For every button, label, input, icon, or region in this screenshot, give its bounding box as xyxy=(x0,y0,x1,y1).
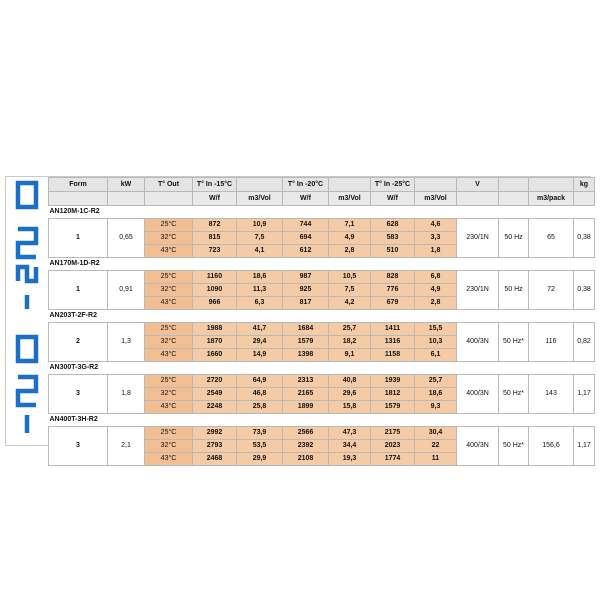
model-row-blank xyxy=(499,362,529,375)
model-row-blank xyxy=(283,310,329,323)
model-row-blank xyxy=(371,414,415,427)
model-row-blank xyxy=(237,362,283,375)
model-row-blank xyxy=(574,258,595,271)
voltage-value: 400/3N xyxy=(457,427,499,466)
col-blank-3 xyxy=(415,178,457,192)
tout-value: 43°C xyxy=(145,297,193,310)
model-row-blank xyxy=(529,310,574,323)
wf-25-value: 679 xyxy=(371,297,415,310)
model-row-blank xyxy=(371,310,415,323)
voltage-value: 400/3N xyxy=(457,375,499,414)
model-row-blank xyxy=(329,414,371,427)
col-t15: T° In -15°C xyxy=(193,178,237,192)
col-blank-4 xyxy=(499,178,529,192)
vol-15-value: 29,4 xyxy=(237,336,283,349)
wf-20-value: 1684 xyxy=(283,323,329,336)
vol-15-value: 14,9 xyxy=(237,349,283,362)
digit-two-top xyxy=(18,267,36,281)
table-row xyxy=(49,219,595,232)
vol-20-value: 2,8 xyxy=(329,245,371,258)
vol-15-value: 64,9 xyxy=(237,375,283,388)
col-form: Form xyxy=(49,178,108,192)
vol-20-value: 34,4 xyxy=(329,440,371,453)
wf-15-value: 2248 xyxy=(193,401,237,414)
kg-value: 0,38 xyxy=(574,271,595,310)
kg-value: 1,17 xyxy=(574,427,595,466)
pack-value: 72 xyxy=(529,271,574,310)
frequency-value: 50 Hz* xyxy=(499,375,529,414)
wf-15-value: 2549 xyxy=(193,388,237,401)
wf-25-value: 1158 xyxy=(371,349,415,362)
sub-wf-20: W/f xyxy=(283,192,329,206)
wf-15-value: 723 xyxy=(193,245,237,258)
wf-15-value: 1870 xyxy=(193,336,237,349)
vol-15-value: 73,9 xyxy=(237,427,283,440)
wf-25-value: 1316 xyxy=(371,336,415,349)
wf-25-value: 1411 xyxy=(371,323,415,336)
model-row-blank xyxy=(529,258,574,271)
form-value: 3 xyxy=(49,375,108,414)
wf-20-value: 2165 xyxy=(283,388,329,401)
sub-pack: m3/pack xyxy=(529,192,574,206)
vol-25-value: 6,1 xyxy=(415,349,457,362)
frequency-value: 50 Hz xyxy=(499,219,529,258)
model-row-blank xyxy=(499,310,529,323)
frequency-value: 50 Hz xyxy=(499,271,529,310)
vol-25-value: 11 xyxy=(415,453,457,466)
model-row-blank xyxy=(237,414,283,427)
vol-20-value: 19,3 xyxy=(329,453,371,466)
kg-value: 0,82 xyxy=(574,323,595,362)
vol-25-value: 30,4 xyxy=(415,427,457,440)
kw-value: 0,65 xyxy=(108,219,145,258)
tout-value: 32°C xyxy=(145,388,193,401)
wf-15-value: 2468 xyxy=(193,453,237,466)
tout-value: 43°C xyxy=(145,453,193,466)
kw-value: 0,91 xyxy=(108,271,145,310)
frequency-value: 50 Hz* xyxy=(499,427,529,466)
tout-value: 43°C xyxy=(145,245,193,258)
sub-blank xyxy=(145,192,193,206)
vol-25-value: 18,6 xyxy=(415,388,457,401)
performance-table xyxy=(48,177,595,466)
pack-value: 116 xyxy=(529,323,574,362)
wf-25-value: 828 xyxy=(371,271,415,284)
vol-15-value: 46,8 xyxy=(237,388,283,401)
model-row-blank xyxy=(193,414,237,427)
vol-20-value: 9,1 xyxy=(329,349,371,362)
model-name: AN300T-3G-R2 xyxy=(49,362,193,375)
sub-blank xyxy=(457,192,499,206)
col-kw: kW xyxy=(108,178,145,192)
vol-20-value: 25,7 xyxy=(329,323,371,336)
table-row xyxy=(49,375,595,388)
tout-value: 25°C xyxy=(145,375,193,388)
wf-20-value: 817 xyxy=(283,297,329,310)
wf-25-value: 1812 xyxy=(371,388,415,401)
model-row-blank xyxy=(499,206,529,219)
col-tout: T° Out xyxy=(145,178,193,192)
sub-wf-15: W/f xyxy=(193,192,237,206)
wf-20-value: 744 xyxy=(283,219,329,232)
wf-20-value: 612 xyxy=(283,245,329,258)
wf-20-value: 925 xyxy=(283,284,329,297)
model-row-blank xyxy=(457,362,499,375)
form-value: 1 xyxy=(49,271,108,310)
model-row-blank xyxy=(193,258,237,271)
tout-value: 25°C xyxy=(145,427,193,440)
wf-15-value: 872 xyxy=(193,219,237,232)
model-row-blank xyxy=(329,362,371,375)
model-row-blank xyxy=(329,310,371,323)
vol-15-value: 10,9 xyxy=(237,219,283,232)
pack-value: 156,6 xyxy=(529,427,574,466)
model-row-blank xyxy=(193,206,237,219)
model-row-blank xyxy=(529,206,574,219)
spec-sheet xyxy=(5,176,591,462)
vol-15-value: 4,1 xyxy=(237,245,283,258)
wf-15-value: 815 xyxy=(193,232,237,245)
model-row-blank xyxy=(529,362,574,375)
sub-wf-25: W/f xyxy=(371,192,415,206)
vol-25-value: 9,3 xyxy=(415,401,457,414)
vol-15-value: 11,3 xyxy=(237,284,283,297)
sub-blank xyxy=(574,192,595,206)
table-row xyxy=(49,427,595,440)
wf-20-value: 1579 xyxy=(283,336,329,349)
voltage-value: 230/1N xyxy=(457,271,499,310)
wf-20-value: 2392 xyxy=(283,440,329,453)
vol-20-value: 4,9 xyxy=(329,232,371,245)
wf-15-value: 1988 xyxy=(193,323,237,336)
model-row-blank xyxy=(329,258,371,271)
vol-20-value: 10,5 xyxy=(329,271,371,284)
col-t20: T° In -20°C xyxy=(283,178,329,192)
wf-15-value: 2793 xyxy=(193,440,237,453)
vol-15-value: 6,3 xyxy=(237,297,283,310)
model-row-blank xyxy=(457,206,499,219)
model-row-blank xyxy=(529,414,574,427)
tout-value: 25°C xyxy=(145,271,193,284)
vol-25-value: 15,5 xyxy=(415,323,457,336)
wf-25-value: 1774 xyxy=(371,453,415,466)
digit-five-top xyxy=(18,229,36,257)
wf-15-value: 1160 xyxy=(193,271,237,284)
model-name-row xyxy=(49,206,595,219)
voltage-value: 230/1N xyxy=(457,219,499,258)
model-row-blank xyxy=(415,362,457,375)
model-row-blank xyxy=(415,206,457,219)
model-row-blank xyxy=(193,310,237,323)
model-name-row xyxy=(49,414,595,427)
model-row-blank xyxy=(415,310,457,323)
subheader-row xyxy=(49,192,595,206)
vol-20-value: 47,3 xyxy=(329,427,371,440)
form-value: 3 xyxy=(49,427,108,466)
wf-25-value: 1939 xyxy=(371,375,415,388)
kw-value: 1,3 xyxy=(108,323,145,362)
model-name: AN203T-2F-R2 xyxy=(49,310,193,323)
table-body xyxy=(49,206,595,466)
tout-value: 32°C xyxy=(145,440,193,453)
col-v: V xyxy=(457,178,499,192)
vol-20-value: 4,2 xyxy=(329,297,371,310)
pack-value: 65 xyxy=(529,219,574,258)
model-row-blank xyxy=(457,414,499,427)
vol-15-value: 29,9 xyxy=(237,453,283,466)
vol-25-value: 6,8 xyxy=(415,271,457,284)
col-blank-1 xyxy=(237,178,283,192)
model-row-blank xyxy=(499,414,529,427)
wf-15-value: 2720 xyxy=(193,375,237,388)
form-value: 1 xyxy=(49,219,108,258)
wf-25-value: 1579 xyxy=(371,401,415,414)
wf-15-value: 1660 xyxy=(193,349,237,362)
vol-25-value: 25,7 xyxy=(415,375,457,388)
model-row-blank xyxy=(457,258,499,271)
wf-20-value: 1398 xyxy=(283,349,329,362)
temperature-range-sidebar xyxy=(6,177,48,445)
vol-15-value: 18,6 xyxy=(237,271,283,284)
kg-value: 0,38 xyxy=(574,219,595,258)
tout-value: 32°C xyxy=(145,232,193,245)
sub-vol-15: m3/Vol xyxy=(237,192,283,206)
wf-15-value: 1090 xyxy=(193,284,237,297)
table-row xyxy=(49,271,595,284)
model-row-blank xyxy=(283,258,329,271)
model-row-blank xyxy=(574,414,595,427)
sub-blank xyxy=(108,192,145,206)
wf-20-value: 2566 xyxy=(283,427,329,440)
vol-20-value: 29,6 xyxy=(329,388,371,401)
frequency-value: 50 Hz* xyxy=(499,323,529,362)
model-row-blank xyxy=(283,414,329,427)
vol-15-value: 7,5 xyxy=(237,232,283,245)
tout-value: 43°C xyxy=(145,349,193,362)
model-row-blank xyxy=(415,258,457,271)
vol-20-value: 7,1 xyxy=(329,219,371,232)
table-row xyxy=(49,323,595,336)
model-row-blank xyxy=(457,310,499,323)
tout-value: 25°C xyxy=(145,219,193,232)
model-row-blank xyxy=(237,258,283,271)
model-row-blank xyxy=(574,206,595,219)
digit-five-bottom xyxy=(18,377,36,405)
vol-20-value: 18,2 xyxy=(329,336,371,349)
vol-15-value: 25,8 xyxy=(237,401,283,414)
model-row-blank xyxy=(415,414,457,427)
sub-blank xyxy=(499,192,529,206)
tout-value: 32°C xyxy=(145,284,193,297)
wf-25-value: 776 xyxy=(371,284,415,297)
sub-vol-20: m3/Vol xyxy=(329,192,371,206)
vol-20-value: 7,5 xyxy=(329,284,371,297)
sub-blank xyxy=(49,192,108,206)
vol-20-value: 15,8 xyxy=(329,401,371,414)
voltage-value: 400/3N xyxy=(457,323,499,362)
model-row-blank xyxy=(371,206,415,219)
model-row-blank xyxy=(237,206,283,219)
vol-25-value: 4,9 xyxy=(415,284,457,297)
kw-value: 2,1 xyxy=(108,427,145,466)
vol-25-value: 1,8 xyxy=(415,245,457,258)
wf-15-value: 2992 xyxy=(193,427,237,440)
wf-15-value: 966 xyxy=(193,297,237,310)
model-row-blank xyxy=(329,206,371,219)
model-row-blank xyxy=(283,206,329,219)
wf-20-value: 694 xyxy=(283,232,329,245)
model-row-blank xyxy=(237,310,283,323)
model-name-row xyxy=(49,362,595,375)
vol-15-value: 53,5 xyxy=(237,440,283,453)
vol-25-value: 22 xyxy=(415,440,457,453)
model-row-blank xyxy=(283,362,329,375)
wf-20-value: 1899 xyxy=(283,401,329,414)
wf-25-value: 2175 xyxy=(371,427,415,440)
model-row-blank xyxy=(574,362,595,375)
col-kg: kg xyxy=(574,178,595,192)
model-name-row xyxy=(49,310,595,323)
sub-vol-25: m3/Vol xyxy=(415,192,457,206)
col-blank-5 xyxy=(529,178,574,192)
wf-25-value: 510 xyxy=(371,245,415,258)
wf-20-value: 2313 xyxy=(283,375,329,388)
vol-20-value: 40,8 xyxy=(329,375,371,388)
col-t25: T° In -25°C xyxy=(371,178,415,192)
tout-value: 32°C xyxy=(145,336,193,349)
model-row-blank xyxy=(574,310,595,323)
wf-25-value: 583 xyxy=(371,232,415,245)
temperature-range-graphic xyxy=(6,177,48,445)
wf-25-value: 2023 xyxy=(371,440,415,453)
pack-value: 143 xyxy=(529,375,574,414)
col-blank-2 xyxy=(329,178,371,192)
model-name: AN400T-3H-R2 xyxy=(49,414,193,427)
vol-25-value: 3,3 xyxy=(415,232,457,245)
form-value: 2 xyxy=(49,323,108,362)
model-name-row xyxy=(49,258,595,271)
wf-25-value: 628 xyxy=(371,219,415,232)
digit-zero-bottom xyxy=(18,337,36,361)
model-row-blank xyxy=(193,362,237,375)
wf-20-value: 2108 xyxy=(283,453,329,466)
vol-15-value: 41,7 xyxy=(237,323,283,336)
kw-value: 1,8 xyxy=(108,375,145,414)
digit-zero-top xyxy=(18,183,36,207)
kg-value: 1,17 xyxy=(574,375,595,414)
model-name: AN170M-1D-R2 xyxy=(49,258,193,271)
tout-value: 43°C xyxy=(145,401,193,414)
vol-25-value: 10,3 xyxy=(415,336,457,349)
model-row-blank xyxy=(371,362,415,375)
model-row-blank xyxy=(499,258,529,271)
vol-25-value: 2,8 xyxy=(415,297,457,310)
wf-20-value: 987 xyxy=(283,271,329,284)
vol-25-value: 4,6 xyxy=(415,219,457,232)
header-row xyxy=(49,178,595,192)
model-name: AN120M-1C-R2 xyxy=(49,206,193,219)
model-row-blank xyxy=(371,258,415,271)
tout-value: 25°C xyxy=(145,323,193,336)
